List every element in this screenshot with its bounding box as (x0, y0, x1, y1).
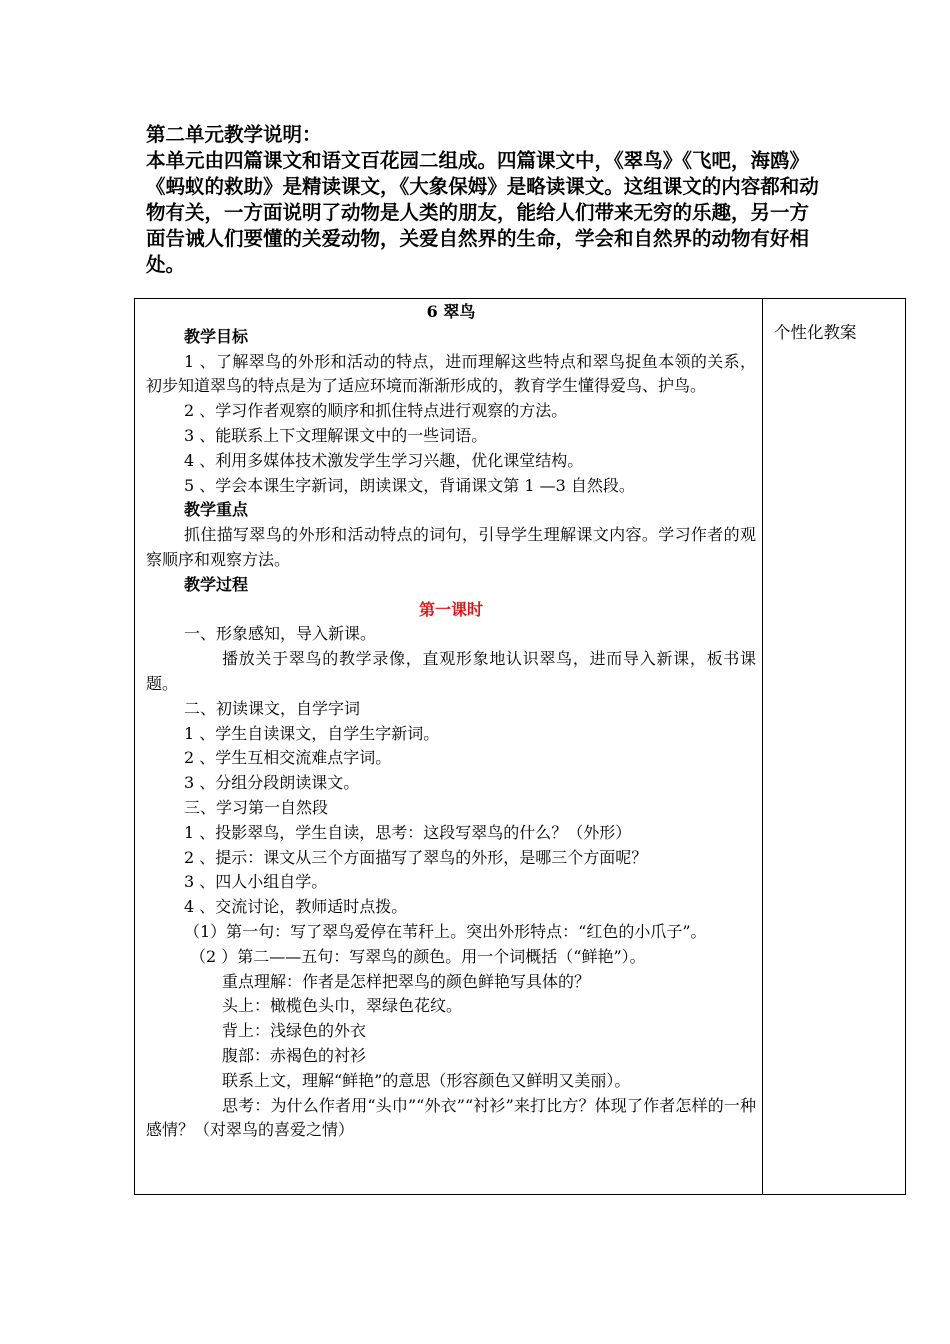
goal-item: 1 、了解翠鸟的外形和活动的特点，进而理解这些特点和翠鸟捉鱼本领的关系，初步知道翠鸟的特点是为了适应环境而渐渐形成的，教育学生懂得爱鸟、护鸟。 (146, 351, 756, 396)
goal-item: 5 、学会本课生字新词，朗读课文，背诵课文第 1 —3 自然段。 (184, 475, 635, 495)
detail-line: 重点理解：作者是怎样把翠鸟的颜色鲜艳写具体的？ (222, 971, 591, 991)
unit-introduction (146, 122, 826, 278)
section-title: 二、初读课文，自学字词 (184, 698, 361, 718)
thinking-question: 思考：为什么作者用“头巾”“外衣”“衬衫”来打比方？体现了作者怎样的一种感情？（对翠鸟的喜爱之情） (146, 1095, 756, 1140)
list-item: 3 、分组分段朗读课文。 (184, 773, 360, 793)
intro-heading: 第二单元教学说明： (146, 123, 322, 146)
list-item: 3 、四人小组自学。 (184, 872, 328, 892)
lesson-plan-table (134, 298, 906, 1195)
detail-line: 联系上文，理解“鲜艳”的意思（形容颜色又鲜明又美丽）。 (222, 1070, 631, 1090)
sentence-analysis: （2 ）第二——五句：写翠鸟的颜色。用一个词概括（“鲜艳”）。 (190, 946, 646, 966)
list-item: 2 、提示：课文从三个方面描写了翠鸟的外形，是哪三个方面呢？ (184, 847, 648, 867)
section-title: 三、学习第一自然段 (184, 797, 329, 817)
list-item: 4 、交流讨论，教师适时点拨。 (184, 897, 408, 917)
process-heading: 教学过程 (184, 574, 249, 594)
detail-line: 背上：浅绿色的外衣 (222, 1021, 367, 1041)
focus-text: 抓住描写翠鸟的外形和活动特点的词句，引导学生理解课文内容。学习作者的观察顺序和观察方法。 (146, 525, 756, 569)
detail-line: 头上：橄榄色头巾，翠绿色花纹。 (222, 996, 463, 1016)
list-item: 1 、投影翠鸟，学生自读，思考：这段写翠鸟的什么？（外形） (184, 822, 632, 842)
section-text: 播放关于翠鸟的教学录像，直观形象地认识翠鸟，进而导入新课，板书课题。 (146, 649, 756, 693)
personalized-plan-label: 个性化教案 (774, 323, 857, 342)
goal-item: 4 、利用多媒体技术激发学生学习兴趣，优化课堂结构。 (184, 450, 584, 470)
focus-heading: 教学重点 (184, 500, 249, 520)
list-item: 2 、学生互相交流难点字词。 (184, 748, 392, 768)
section-title: 一、形象感知，导入新课。 (184, 624, 377, 644)
detail-line: 腹部：赤褐色的衬衫 (222, 1045, 367, 1065)
sentence-analysis: （1）第一句：写了翠鸟爱停在苇秆上。突出外形特点：“红色的小爪子”。 (184, 921, 707, 941)
session-title: 第一课时 (418, 599, 483, 619)
lesson-content-column (146, 299, 756, 1143)
goals-heading: 教学目标 (184, 326, 249, 346)
goal-item: 3 、能联系上下文理解课文中的一些词语。 (184, 425, 488, 445)
goal-item: 2 、学习作者观察的顺序和抓住特点进行观察的方法。 (184, 401, 568, 421)
column-divider (762, 299, 763, 1194)
list-item: 1 、学生自读课文，自学生字新词。 (184, 723, 440, 743)
intro-body: 本单元由四篇课文和语文百花园二组成。四篇课文中，《翠鸟》《飞吧，海鸥》《蚂蚁的救助》是精读课文，《大象保姆》是略读课文。这组课文的内容都和动物有关，一方面说明了动物是人类的朋友，能给人们带来无穷的乐趣，另一方面告诫人们要懂的关爱动物，关爱自然界的生命，学会和自然界的动物有好相处。 (146, 149, 819, 276)
lesson-title: 6 翠鸟 (426, 302, 476, 321)
